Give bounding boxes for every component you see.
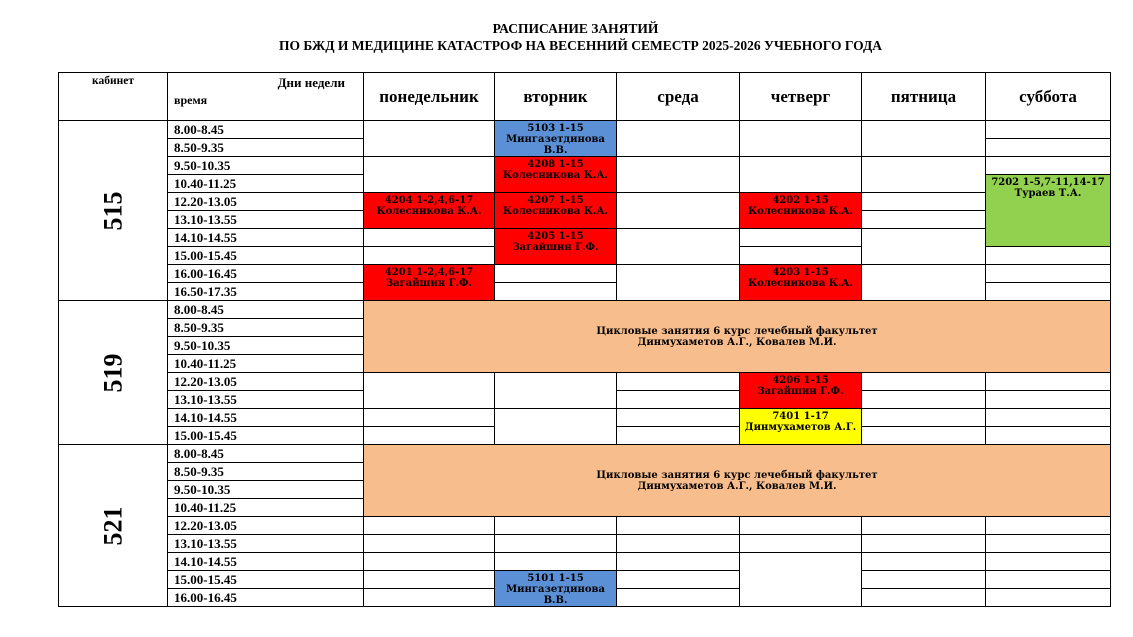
empty-cell (986, 517, 1111, 535)
empty-cell (740, 157, 862, 193)
empty-cell (364, 427, 495, 445)
schedule-title: РАСПИСАНИЕ ЗАНЯТИЙ (492, 21, 659, 36)
empty-cell (740, 229, 862, 247)
empty-cell (364, 517, 495, 535)
empty-cell (364, 589, 495, 607)
header-time: время (174, 93, 208, 107)
empty-cell (862, 121, 986, 157)
empty-cell (862, 391, 986, 409)
empty-cell (740, 121, 862, 157)
empty-cell (364, 121, 495, 157)
time-slot: 9.50-10.35 (168, 337, 364, 355)
day-tuesday: вторник (495, 73, 617, 121)
empty-cell (495, 517, 617, 535)
empty-cell (740, 247, 862, 265)
empty-cell (862, 589, 986, 607)
class-teacher: Колесникова К.А. (376, 206, 482, 217)
time-slot: 13.10-13.55 (168, 391, 364, 409)
time-slot: 16.00-16.45 (168, 265, 364, 283)
day-friday: пятница (862, 73, 986, 121)
empty-cell (986, 373, 1111, 391)
class-teacher: Тураев Т.А. (1014, 188, 1082, 199)
empty-cell (862, 157, 986, 193)
class-code: 4202 1-15 (772, 195, 829, 206)
class-code: 5101 1-15 (527, 573, 584, 584)
time-slot: 12.20-13.05 (168, 373, 364, 391)
class-code: 7202 1-5,7-11,14-17 (991, 177, 1105, 188)
class-teacher: Колесникова К.А. (502, 170, 608, 181)
class-code: 4207 1-15 (527, 195, 584, 206)
class-code: 4201 1-2,4,6-17 (384, 267, 474, 278)
empty-cell (986, 391, 1111, 409)
time-slot: 15.00-15.45 (168, 427, 364, 445)
class-teacher-initials: В.В. (543, 145, 568, 156)
empty-cell (364, 553, 495, 571)
time-slot: 10.40-11.25 (168, 355, 364, 373)
class-code: 4203 1-15 (772, 267, 829, 278)
empty-cell (986, 247, 1111, 265)
empty-cell (862, 409, 986, 427)
class-teacher: Колесникова К.А. (502, 206, 608, 217)
empty-cell (986, 121, 1111, 139)
time-slot: 10.40-11.25 (168, 499, 364, 517)
day-wednesday: среда (617, 73, 740, 121)
time-slot: 12.20-13.05 (168, 193, 364, 211)
empty-cell (862, 211, 986, 229)
class-code: 5103 1-15 (527, 123, 584, 134)
class-4202 (740, 193, 862, 229)
time-slot: 14.10-14.55 (168, 409, 364, 427)
class-teacher: Колесникова К.А. (747, 206, 853, 217)
time-slot: 8.00-8.45 (168, 121, 364, 139)
empty-cell (495, 265, 617, 283)
empty-cell (364, 571, 495, 589)
empty-cell (617, 553, 740, 571)
empty-cell (986, 553, 1111, 571)
class-code: 4205 1-15 (527, 231, 584, 242)
time-slot: 8.00-8.45 (168, 301, 364, 319)
empty-cell (862, 517, 986, 535)
class-5101 (495, 571, 617, 607)
time-slot: 15.00-15.45 (168, 247, 364, 265)
cyclic-title: Цикловые занятия 6 курс лечебный факультет (596, 325, 878, 337)
empty-cell (495, 373, 617, 409)
empty-cell (740, 553, 862, 607)
class-7202 (986, 175, 1111, 247)
empty-cell (617, 229, 740, 265)
class-4203 (740, 265, 862, 301)
empty-cell (617, 121, 740, 157)
empty-cell (986, 139, 1111, 157)
empty-cell (617, 391, 740, 409)
time-slot: 12.20-13.05 (168, 517, 364, 535)
empty-cell (364, 373, 495, 409)
time-slot: 13.10-13.55 (168, 535, 364, 553)
empty-cell (862, 265, 986, 301)
class-7401 (740, 409, 862, 445)
cyclic-teachers: Динмухаметов А.Г., Ковалев М.И. (637, 480, 837, 492)
room-number: 521 (98, 506, 127, 545)
time-slot: 8.00-8.45 (168, 445, 364, 463)
day-thursday: четверг (740, 73, 862, 121)
class-4205 (495, 229, 617, 265)
empty-cell (364, 409, 495, 427)
schedule-subtitle: ПО БЖД И МЕДИЦИНЕ КАТАСТРОФ НА ВЕСЕННИЙ СЕМЕСТР 2025-2026 УЧЕБНОГО ГОДА (278, 38, 883, 53)
time-slot: 14.10-14.55 (168, 229, 364, 247)
empty-cell (986, 535, 1111, 553)
class-teacher: Загайшин Г.Ф. (385, 278, 473, 289)
empty-cell (986, 409, 1111, 427)
time-slot: 9.50-10.35 (168, 481, 364, 499)
class-teacher: Мингазетдинова (506, 584, 605, 595)
empty-cell (862, 553, 986, 571)
time-slot: 14.10-14.55 (168, 553, 364, 571)
header-row (59, 73, 1111, 121)
time-slot: 16.50-17.35 (168, 283, 364, 301)
class-teacher: Загайшин Г.Ф. (512, 242, 599, 253)
header-days-of-week: Дни недели (277, 75, 345, 90)
class-code: 7401 1-17 (772, 411, 829, 422)
empty-cell (617, 193, 740, 229)
class-teacher: Загайшин Г.Ф. (757, 386, 844, 397)
empty-cell (364, 247, 495, 265)
time-slot: 10.40-11.25 (168, 175, 364, 193)
class-4201 (364, 265, 495, 301)
cyclic-teachers: Динмухаметов А.Г., Ковалев М.И. (637, 336, 837, 348)
empty-cell (986, 427, 1111, 445)
empty-cell (617, 373, 740, 391)
schedule-table (58, 72, 1111, 607)
empty-cell (364, 229, 495, 247)
empty-cell (740, 517, 862, 535)
empty-cell (617, 571, 740, 589)
class-code: 4208 1-15 (527, 159, 584, 170)
cyclic-classes-521 (364, 445, 1111, 517)
class-4206 (740, 373, 862, 409)
room-521 (59, 445, 168, 607)
empty-cell (986, 157, 1111, 175)
empty-cell (986, 589, 1111, 607)
room-number: 515 (98, 191, 127, 230)
empty-cell (862, 571, 986, 589)
empty-cell (986, 571, 1111, 589)
class-teacher-initials: В.В. (543, 595, 568, 606)
cyclic-classes-519 (364, 301, 1111, 373)
cyclic-title: Цикловые занятия 6 курс лечебный факультет (596, 469, 878, 481)
time-slot: 9.50-10.35 (168, 157, 364, 175)
empty-cell (862, 427, 986, 445)
empty-cell (862, 193, 986, 211)
day-monday: понедельник (364, 73, 495, 121)
room-number: 519 (98, 353, 127, 392)
empty-cell (617, 409, 740, 427)
empty-cell (862, 373, 986, 391)
header-room: кабинет (59, 73, 168, 121)
empty-cell (495, 409, 617, 445)
empty-cell (862, 229, 986, 265)
class-4208 (495, 157, 617, 193)
empty-cell (862, 535, 986, 553)
time-slot: 16.00-16.45 (168, 589, 364, 607)
empty-cell (986, 283, 1111, 301)
room-519 (59, 301, 168, 445)
empty-cell (364, 535, 495, 553)
class-code: 4204 1-2,4,6-17 (384, 195, 474, 206)
empty-cell (617, 517, 740, 535)
empty-cell (617, 265, 740, 301)
room-515 (59, 121, 168, 301)
empty-cell (617, 157, 740, 193)
empty-cell (495, 283, 617, 301)
time-slot: 15.00-15.45 (168, 571, 364, 589)
time-slot: 8.50-9.35 (168, 463, 364, 481)
empty-cell (495, 553, 617, 571)
empty-cell (617, 535, 740, 553)
header-time-days (168, 73, 364, 121)
day-saturday: суббота (986, 73, 1111, 121)
class-4204 (364, 193, 495, 229)
time-slot: 13.10-13.55 (168, 211, 364, 229)
time-slot: 8.50-9.35 (168, 139, 364, 157)
empty-cell (986, 265, 1111, 283)
class-5103 (495, 121, 617, 157)
empty-cell (617, 589, 740, 607)
empty-cell (364, 157, 495, 193)
time-slot: 8.50-9.35 (168, 319, 364, 337)
class-teacher: Динмухаметов А.Г. (744, 422, 857, 433)
class-code: 4206 1-15 (772, 375, 829, 386)
class-4207 (495, 193, 617, 229)
class-teacher: Колесникова К.А. (747, 278, 853, 289)
empty-cell (495, 535, 617, 553)
empty-cell (740, 535, 862, 553)
empty-cell (617, 427, 740, 445)
class-teacher: Мингазетдинова (506, 134, 605, 145)
